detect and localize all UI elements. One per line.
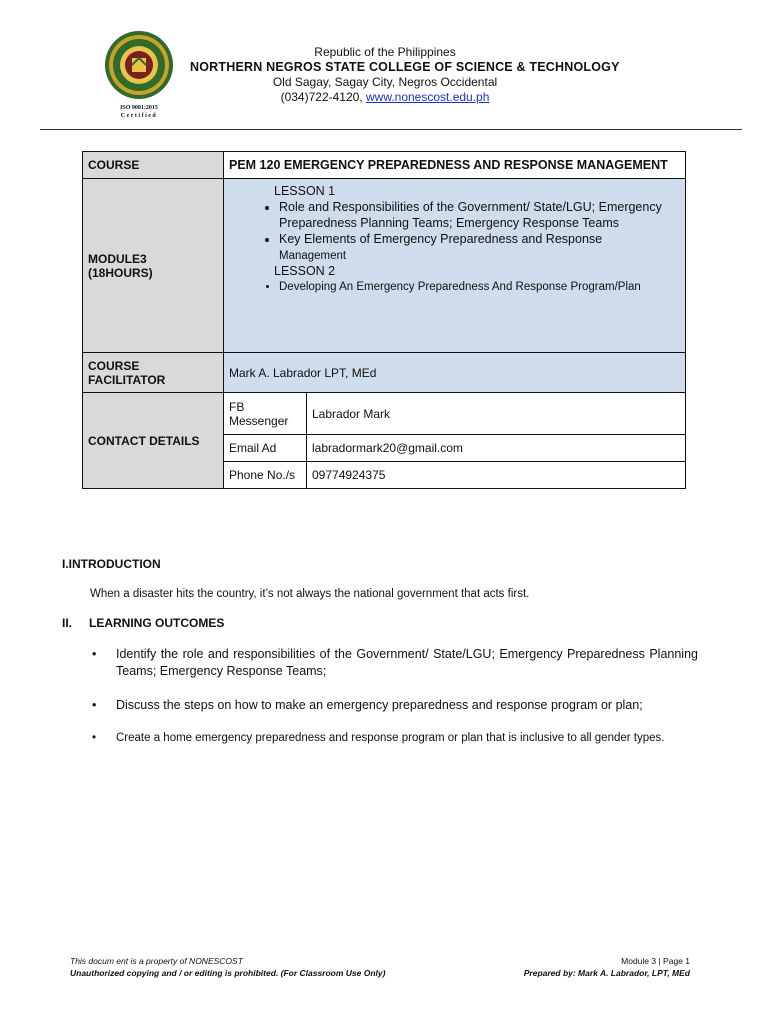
footer-page-number: Module 3 | Page 1 <box>621 956 690 966</box>
lesson1-list <box>229 199 680 263</box>
facilitator-value: Mark A. Labrador LPT, MEd <box>224 353 686 393</box>
contact-value-phone: 09774924375 <box>307 462 686 489</box>
footer-left <box>70 955 385 979</box>
facilitator-label <box>83 353 224 393</box>
contact-type-fb: FB Messenger <box>224 393 307 435</box>
contact-type-phone: Phone No./s <box>224 462 307 489</box>
iso-certification <box>100 104 178 120</box>
facilitator-label-line1: COURSE <box>88 358 140 373</box>
introduction-text: When a disaster hits the country, it’s not always the national government that acts first. <box>90 588 530 600</box>
course-label: COURSE <box>83 152 224 179</box>
iso-certified: Certified <box>120 113 158 119</box>
course-info-table <box>82 151 686 489</box>
learning-outcomes-number: II. <box>62 616 73 630</box>
module-label-line1: MODULE3 <box>88 251 147 266</box>
contact-label: CONTACT DETAILS <box>83 393 224 489</box>
contact-value-email: labradormark20@gmail.com <box>307 435 686 462</box>
school-contact <box>190 90 580 105</box>
lesson2-list <box>229 279 680 295</box>
module-label-line2: (18HOURS) <box>88 265 153 280</box>
lesson1-title: LESSON 1 <box>274 184 336 198</box>
lesson2-title: LESSON 2 <box>274 264 336 278</box>
footer-copy-note: Unauthorized copying and / or editing is prohibited. (For Classroom Use Only) <box>70 968 386 978</box>
learning-outcomes-list <box>90 646 698 746</box>
learning-outcomes-title: LEARNING OUTCOMES <box>89 616 225 630</box>
footer-prepared-by: Prepared by: Mark A. Labrador, LPT, MEd <box>523 968 690 978</box>
contact-type-email: Email Ad <box>224 435 307 462</box>
contact-value-fb: Labrador Mark <box>307 393 686 435</box>
lesson2-item-1: • Developing An Emergency Preparedness And Response Program/Plan <box>279 279 680 295</box>
facilitator-label-line2: FACILITATOR <box>88 372 166 387</box>
footer-property-note: This docum ent is a property of NONESCOST <box>70 956 243 966</box>
school-address: Old Sagay, Sagay City, Negros Occidental <box>272 75 498 89</box>
republic-line: Republic of the Philippines <box>314 45 456 59</box>
school-phone: (034)722-4120, <box>280 90 366 104</box>
iso-number: ISO 9001:2015 <box>120 105 158 111</box>
school-website-link[interactable]: www.nonescost.edu.ph <box>365 90 490 104</box>
learning-outcome-item: • Discuss the steps on how to make an emergency preparedness and response program or plan; <box>90 697 698 714</box>
footer-right <box>524 955 690 979</box>
lesson1-item-1: • Role and Responsibilities of the Government/ State/LGU; Emergency Preparedness Planning Teams; Emergency Response Teams <box>279 199 680 231</box>
module-label <box>83 179 224 353</box>
header-divider <box>40 129 742 130</box>
lesson1-item-2 <box>279 231 680 263</box>
learning-outcome-item: • Identify the role and responsibilities of the Government/ State/LGU; Emergency Preparedness Planning Teams; Emergency Response Teams; <box>90 646 698 680</box>
introduction-heading: I.INTRODUCTION <box>62 557 161 571</box>
learning-outcome-item: • Create a home emergency preparedness and response program or plan that is inclusive to all gender types. <box>90 731 698 746</box>
letterhead <box>190 45 620 105</box>
learning-outcomes-heading <box>62 616 224 630</box>
course-value: PEM 120 EMERGENCY PREPAREDNESS AND RESPONSE MANAGEMENT <box>224 152 686 179</box>
school-name: NORTHERN NEGROS STATE COLLEGE OF SCIENCE & TECHNOLOGY <box>190 60 620 74</box>
lesson1-item-2-cont: Management <box>279 250 347 262</box>
lesson1-item-2-text: Key Elements of Emergency Preparedness and Response <box>279 232 603 246</box>
module-content <box>224 179 686 353</box>
college-seal-logo <box>104 30 174 100</box>
